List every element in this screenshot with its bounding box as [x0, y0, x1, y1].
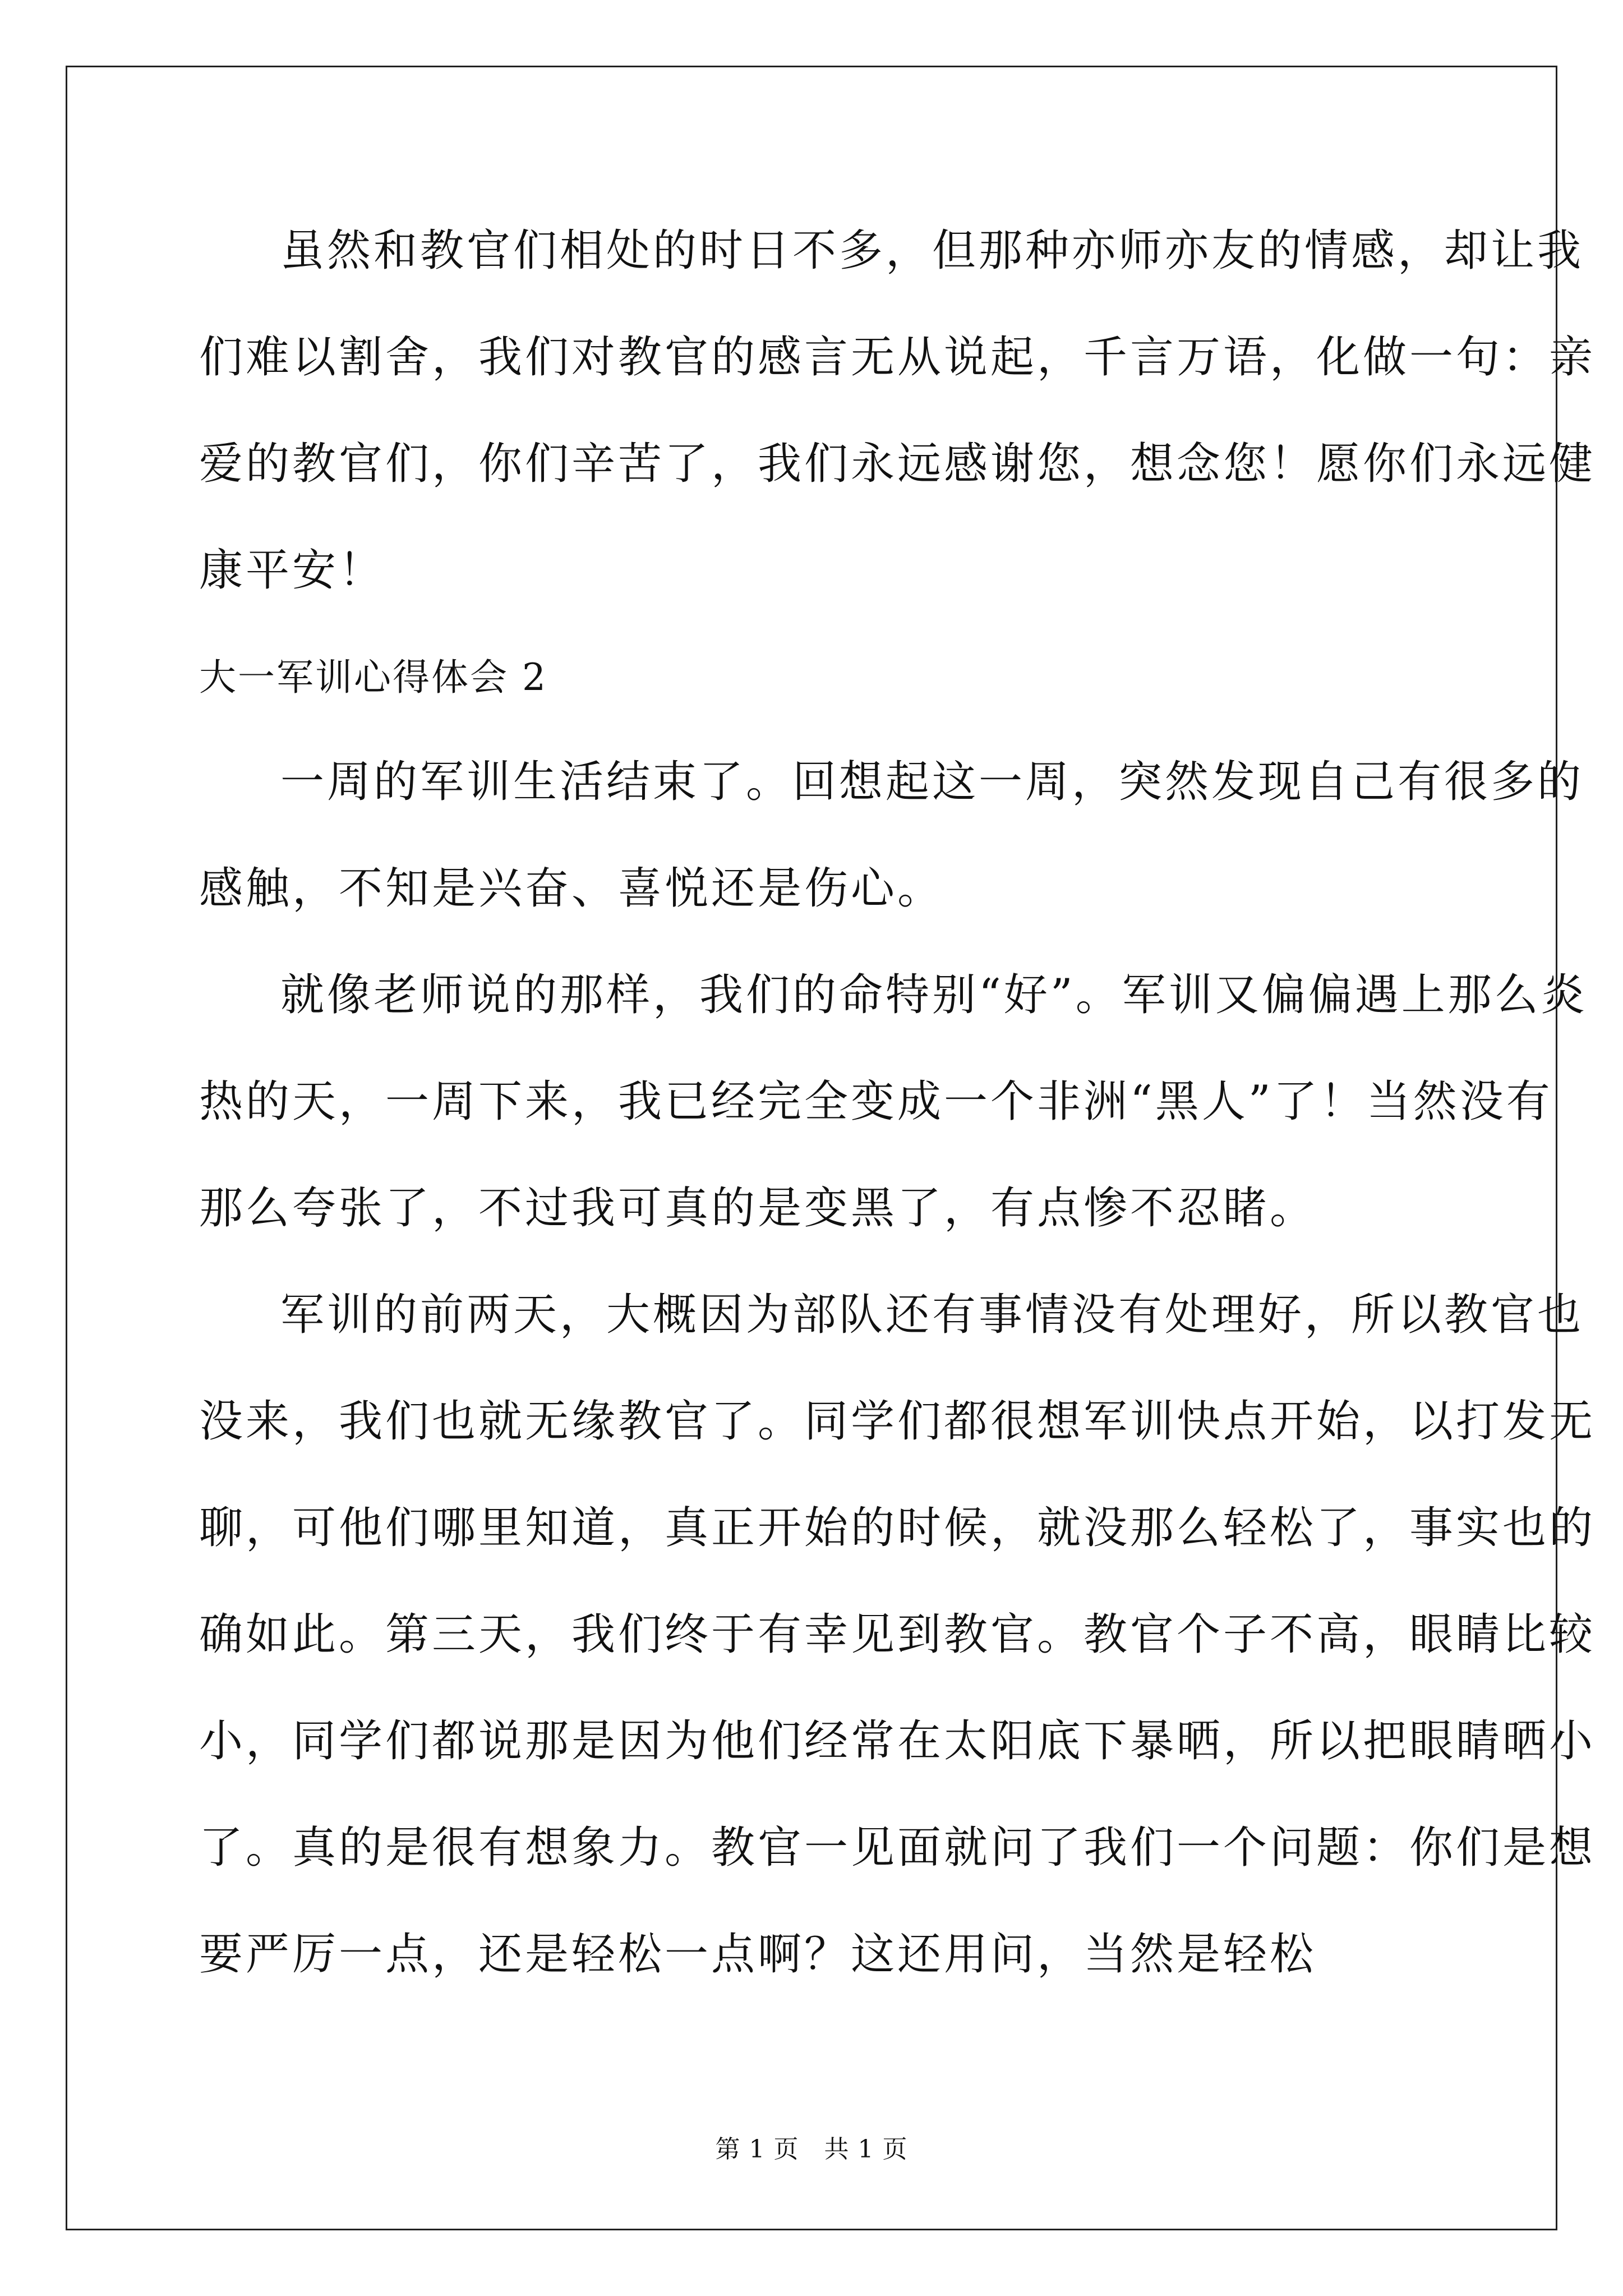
paragraph-2-line-2: 感触，不知是兴奋、喜悦还是伤心。 [199, 863, 944, 914]
paragraph-3-line-2: 热的天，一周下来，我已经完全变成一个非洲“黑人”了！当然没有 [199, 1076, 1553, 1127]
paragraph-4-line-4: 确如此。第三天，我们终于有幸见到教官。教官个子不高，眼睛比较 [199, 1609, 1596, 1660]
paragraph-4-line-5: 小，同学们都说那是因为他们经常在太阳底下暴晒，所以把眼睛晒小 [199, 1716, 1596, 1766]
paragraph-1-line-2: 们难以割舍，我们对教官的感言无从说起，千言万语，化做一句：亲 [199, 332, 1596, 383]
paragraph-4-line-1: 军训的前两天，大概因为部队还有事情没有处理好，所以教官也 [280, 1290, 1584, 1340]
paragraph-4-line-7: 要严厉一点，还是轻松一点啊？这还用问，当然是轻松 [199, 1929, 1317, 1980]
page-footer: 第 1 页 共 1 页 [715, 2135, 908, 2164]
paragraph-1-line-3: 爱的教官们，你们辛苦了，我们永远感谢您，想念您！愿你们永远健 [199, 439, 1596, 489]
paragraph-3-line-3: 那么夸张了，不过我可真的是变黑了，有点惨不忍睹。 [199, 1183, 1317, 1234]
paragraph-2-line-1: 一周的军训生活结束了。回想起这一周，突然发现自己有很多的 [280, 757, 1584, 807]
paragraph-4-line-2: 没来，我们也就无缘教官了。同学们都很想军训快点开始，以打发无 [199, 1396, 1596, 1447]
paragraph-1-line-1: 虽然和教官们相处的时日不多，但那种亦师亦友的情感，却让我 [280, 226, 1584, 276]
page-border [66, 66, 1557, 2230]
paragraph-3-line-1: 就像老师说的那样，我们的命特别“好”。军训又偏偏遇上那么炎 [280, 970, 1588, 1020]
paragraph-1-line-4: 康平安！ [199, 545, 386, 596]
paragraph-4-line-3: 聊，可他们哪里知道，真正开始的时候，就没那么轻松了，事实也的 [199, 1503, 1596, 1553]
section-heading: 大一军训心得体会 2 [199, 656, 547, 699]
paragraph-4-line-6: 了。真的是很有想象力。教官一见面就问了我们一个问题：你们是想 [199, 1823, 1596, 1873]
